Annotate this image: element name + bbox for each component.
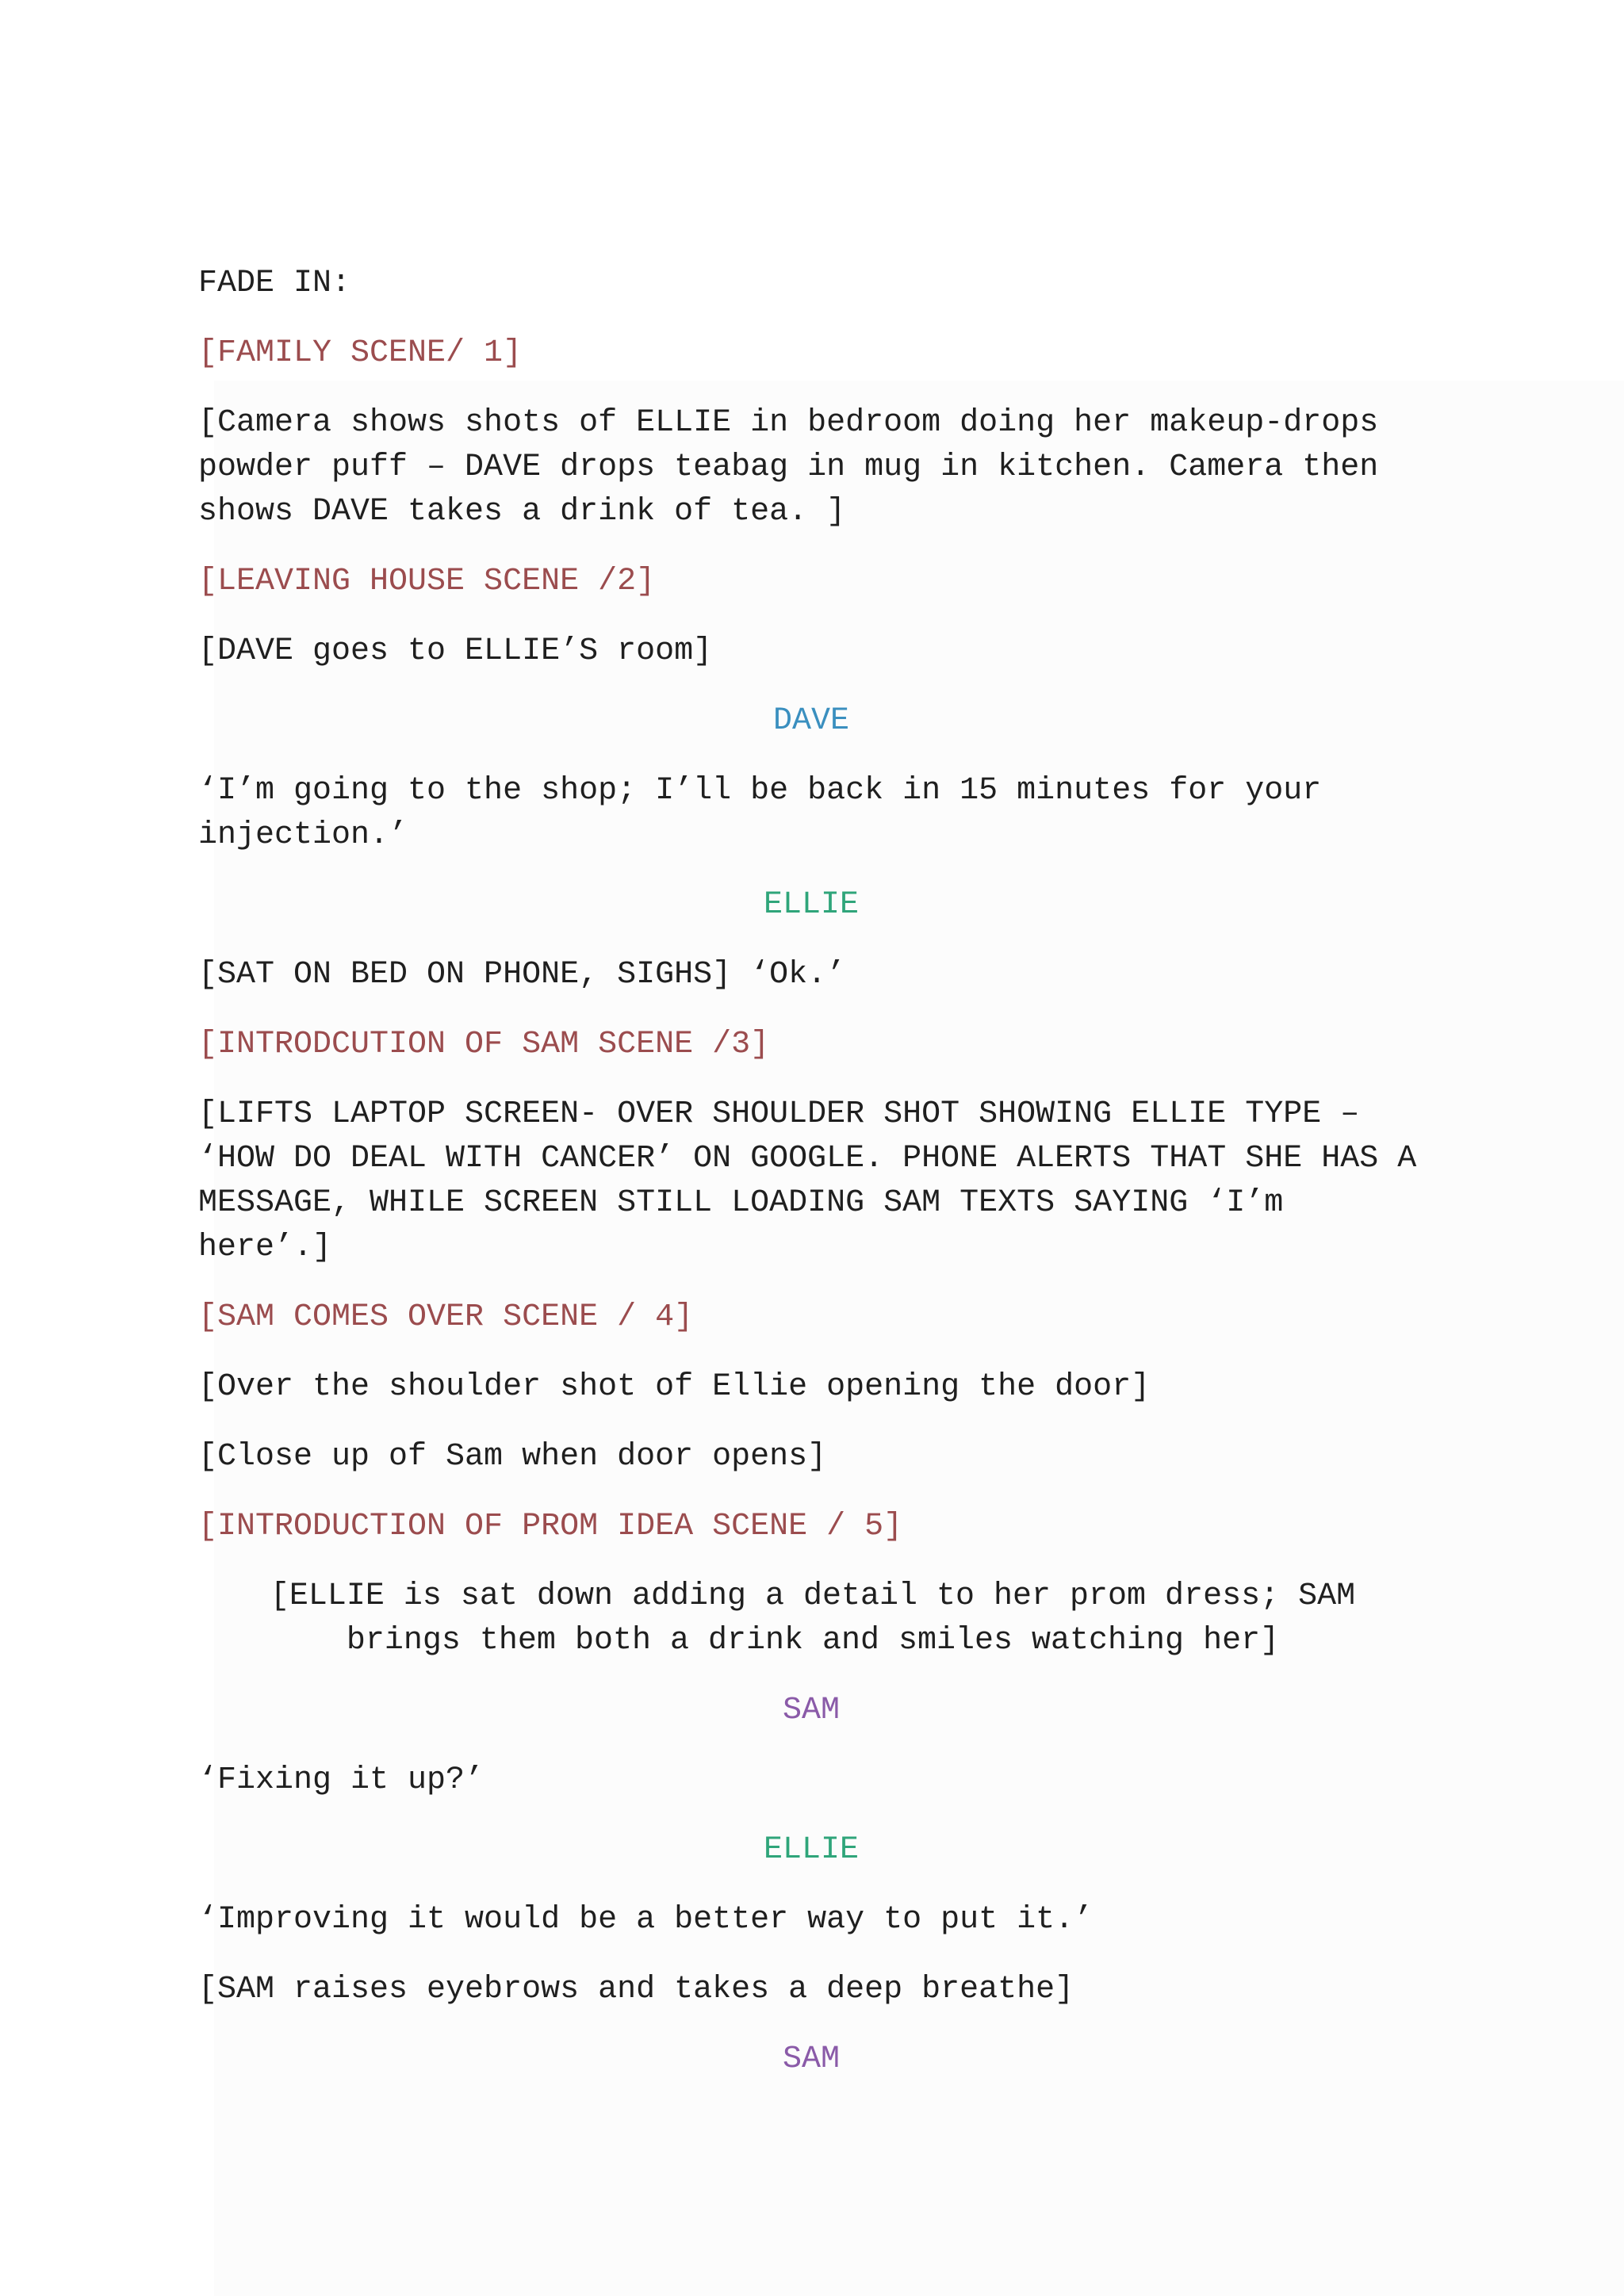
scene-heading: [FAMILY SCENE/ 1] bbox=[198, 335, 523, 371]
character-name: SAM bbox=[782, 2042, 840, 2077]
character-name: DAVE bbox=[772, 703, 849, 739]
action-text: [Camera shows shots of ELLIE in bedroom doing her makeup-drops powder puff – DAVE drops teabag in mug in kitchen. Camera then shows DAVE takes a drink of tea. ] bbox=[198, 405, 1398, 530]
action-text: [LIFTS LAPTOP SCREEN- OVER SHOULDER SHOT SHOWING ELLIE TYPE – ‘HOW DO DEAL WITH CANCER’ ON GOOGLE. PHONE ALERTS THAT SHE HAS A MESSAGE, WHILE SCREEN STILL LOADING SAM TEXTS SAYING ‘I’m here’.] bbox=[198, 1096, 1436, 1265]
fade-in: FADE IN: bbox=[198, 266, 351, 301]
action-text: [Over the shoulder shot of Ellie opening the door] bbox=[198, 1369, 1151, 1405]
dialogue-line: ‘Improving it would be a better way to put it.’ bbox=[198, 1902, 1094, 1938]
action-text: [Close up of Sam when door opens] bbox=[198, 1439, 827, 1475]
character-name: ELLIE bbox=[763, 887, 860, 923]
script-content bbox=[198, 262, 1436, 2107]
scene-heading: [LEAVING HOUSE SCENE /2] bbox=[198, 564, 656, 599]
dialogue-line: [SAT ON BED ON PHONE, SIGHS] ‘Ok.’ bbox=[198, 957, 846, 993]
dialogue-line: ‘Fixing it up?’ bbox=[198, 1762, 485, 1798]
scene-heading: [INTRODCUTION OF SAM SCENE /3] bbox=[198, 1027, 770, 1062]
dialogue-line: ‘I’m going to the shop; I’ll be back in 15 minutes for your injection.’ bbox=[198, 773, 1341, 853]
action-text: [DAVE goes to ELLIE’S room] bbox=[198, 633, 713, 669]
scene-heading: [SAM COMES OVER SCENE / 4] bbox=[198, 1299, 694, 1335]
character-name: SAM bbox=[782, 1693, 840, 1728]
action-text: [SAM raises eyebrows and takes a deep breathe] bbox=[198, 1972, 1074, 2007]
character-name: ELLIE bbox=[763, 1832, 860, 1868]
action-text: [ELLIE is sat down adding a detail to her prom dress; SAM brings them both a drink and smiles watching her] bbox=[270, 1578, 1375, 1659]
scene-heading: [INTRODUCTION OF PROM IDEA SCENE / 5] bbox=[198, 1509, 903, 1544]
